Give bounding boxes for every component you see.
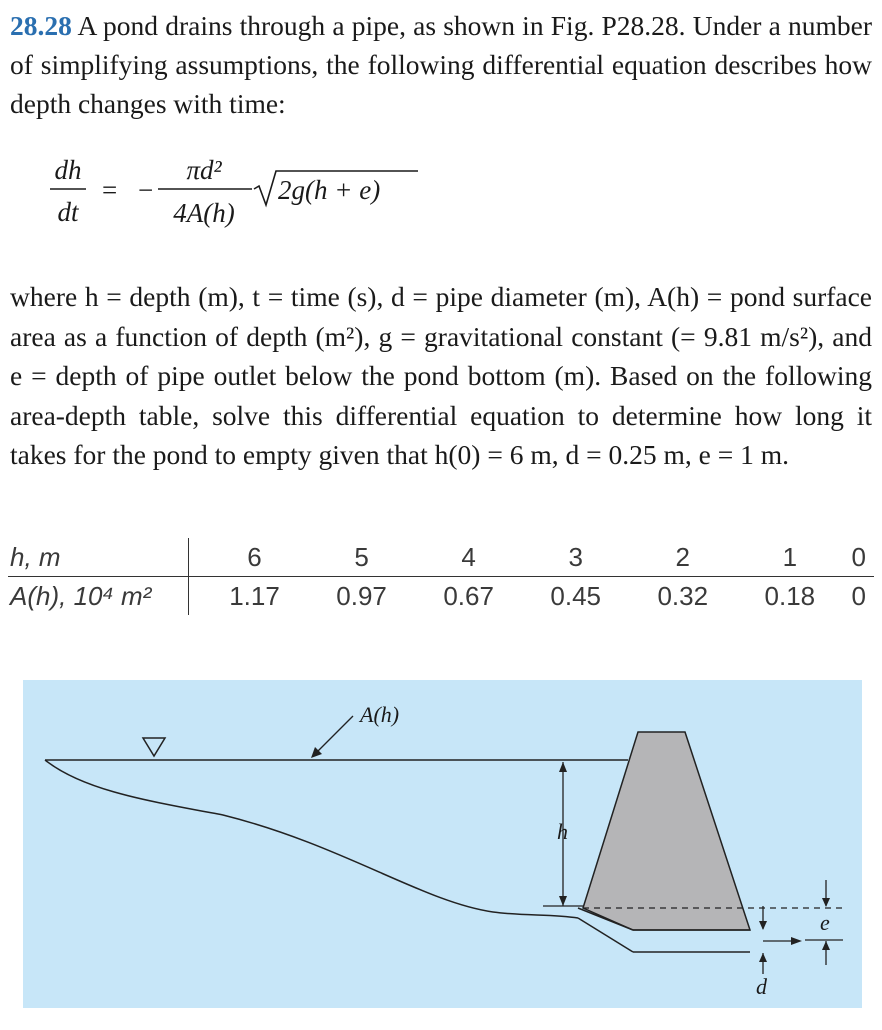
area-value: 0.97 <box>336 580 387 611</box>
variable-description: where h = depth (m), t = time (s), d = pipe diameter (m), A(h) = pond surface area as a function of depth (m²), g = gravitational constant (= 9.81 m/s²), and e = depth of pipe outlet below the pond bottom (m). Based on the following area-depth table, solve this differential equation to determine how long it takes for the pond to empty given that h(0) = 6 m, d = 0.25 m, e = 1 m. <box>10 281 872 470</box>
equation-minus-sign: − <box>138 175 154 205</box>
problem-intro-text: A pond drains through a pipe, as shown in Fig. P28.28. Under a number of simplifying assumptions, the following differential equation describes how depth changes with time: <box>10 10 872 119</box>
depth-value: 4 <box>415 538 522 577</box>
area-value: 0.18 <box>764 580 816 611</box>
area-value: 1.17 <box>229 580 280 611</box>
area-value: 0.67 <box>443 580 494 611</box>
equation-lhs-numerator: dh <box>54 155 82 185</box>
problem-statement <box>10 6 872 123</box>
pond-drainage-figure <box>23 680 862 1008</box>
depth-value: 5 <box>308 538 415 577</box>
equation-lhs-denominator: dt <box>57 197 79 227</box>
area-value: 0 <box>851 580 866 611</box>
area-depth-table <box>8 538 874 615</box>
area-row-label: A(h), 10⁴ m² <box>10 580 152 611</box>
diameter-label: d <box>756 974 767 999</box>
figure-background <box>23 680 862 1008</box>
area-value: 0.45 <box>550 580 602 611</box>
outlet-depth-label: e <box>820 910 830 935</box>
depth-value: 6 <box>201 538 308 577</box>
depth-value: 1 <box>736 538 843 577</box>
problem-number: 28.28 <box>10 10 72 41</box>
differential-equation <box>40 145 460 235</box>
surface-area-label: A(h) <box>360 702 400 727</box>
depth-row <box>8 538 874 577</box>
depth-label: h <box>557 819 568 844</box>
area-row <box>8 577 874 616</box>
depth-value: 0 <box>843 538 874 577</box>
equation-equals-sign: = <box>102 175 118 205</box>
equation-radicand: 2g(h + e) <box>278 175 381 205</box>
depth-value: 2 <box>629 538 736 577</box>
equation-rhs-denominator: 4A(h) <box>173 198 235 228</box>
equation-rhs-numerator: πd² <box>186 155 222 185</box>
depth-value: 3 <box>522 538 629 577</box>
depth-row-label: h, m <box>8 538 189 577</box>
area-value: 0.32 <box>657 580 709 611</box>
